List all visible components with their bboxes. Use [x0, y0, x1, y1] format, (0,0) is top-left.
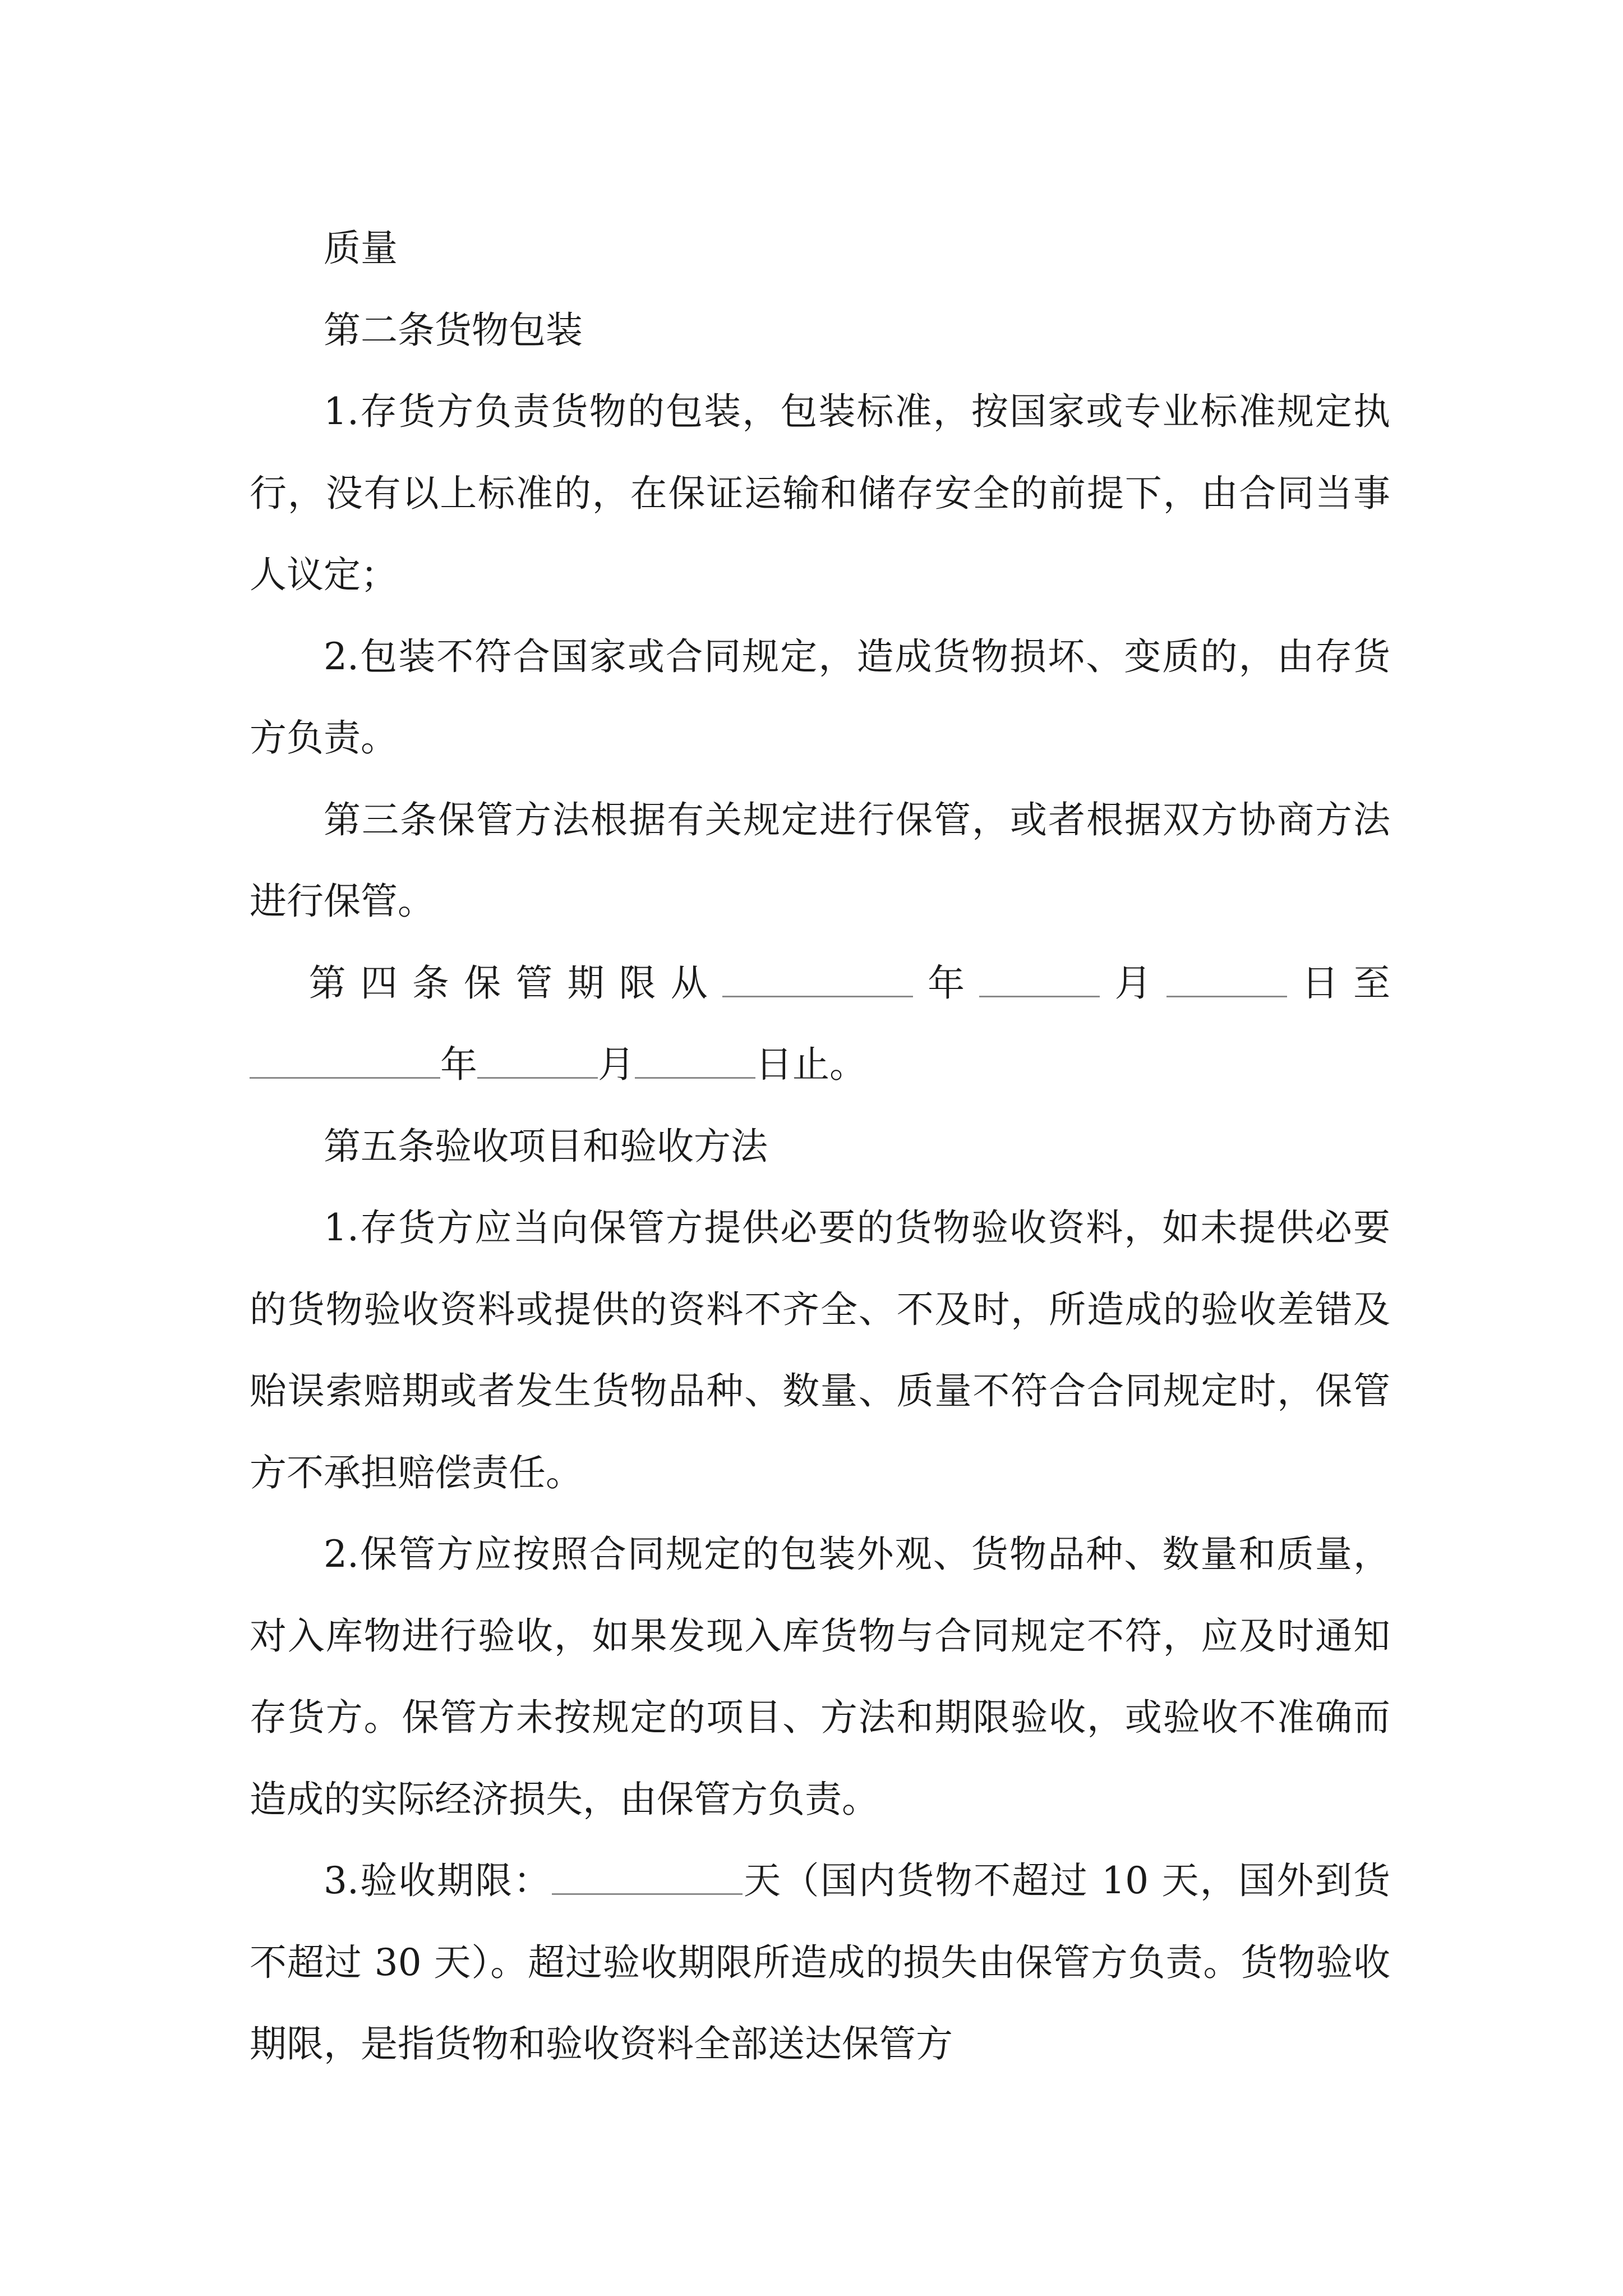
- article-4-text-year: 年: [912, 961, 980, 1005]
- paragraph-article-5-item-1: 1.存货方应当向保管方提供必要的货物验收资料，如未提供必要的货物验收资料或提供的资料不齐全、不及时，所造成的验收差错及贻误索赔期或者发生货物品种、数量、质量不符合合同规定时，保管方不承担赔偿责任。: [250, 1206, 1390, 1494]
- paragraph-article-3: 第三条保管方法根据有关规定进行保管，或者根据双方协商方法进行保管。: [250, 798, 1390, 923]
- paragraph-article-5-item-2: 2.保管方应按照合同规定的包装外观、货物品种、数量和质量，对入库物进行验收，如果发现入库货物与合同规定不符，应及时通知存货方。保管方未按规定的项目、方法和期限验收，或验收不准确而造成的实际经济损失，由保管方负责。: [250, 1533, 1390, 1821]
- heading-article-5: 第五条验收项目和验收方法: [324, 1124, 768, 1168]
- article-4-text-day-end: 日止。: [755, 1043, 866, 1086]
- article-4-text-month-2: 月: [598, 1043, 635, 1086]
- end-day-blank: [635, 1044, 755, 1079]
- end-month-blank: [477, 1044, 598, 1079]
- inspection-period-label: 3.验收期限：: [324, 1859, 552, 1902]
- article-4-text-year-2: 年: [440, 1043, 477, 1086]
- start-day-blank: [1166, 962, 1287, 997]
- paragraph-article-4-line-1: [250, 942, 1390, 1024]
- inspection-period-text: 天（国内货物不超过 10 天，国外到货不超过 30 天）。超过验收期限所造成的损失由保管方负责。货物验收期限，是指货物和验收资料全部送达保管方: [250, 1859, 1390, 2065]
- inspection-days-blank: [552, 1860, 743, 1895]
- document-page: [250, 208, 1390, 2085]
- article-4-text-month: 月: [1100, 961, 1166, 1005]
- paragraph-quality: 质量: [324, 227, 398, 270]
- start-month-blank: [979, 962, 1100, 997]
- end-year-blank: [250, 1044, 440, 1079]
- heading-article-2: 第二条货物包装: [324, 308, 583, 352]
- paragraph-article-2-item-2: 2.包装不符合国家或合同规定，造成货物损坏、变质的，由存货方负责。: [250, 634, 1390, 760]
- article-4-text-from: 第四条保管期限从: [308, 961, 722, 1005]
- start-year-blank: [722, 962, 913, 997]
- paragraph-article-2-item-1: 1.存货方负责货物的包装，包装标准，按国家或专业标准规定执行，没有以上标准的，在保证运输和储存安全的前提下，由合同当事人议定；: [250, 390, 1390, 596]
- article-4-text-day-to: 日至: [1287, 961, 1390, 1005]
- paragraph-article-4-line-2: [250, 1024, 1390, 1106]
- paragraph-article-5-item-3: [250, 1840, 1390, 2085]
